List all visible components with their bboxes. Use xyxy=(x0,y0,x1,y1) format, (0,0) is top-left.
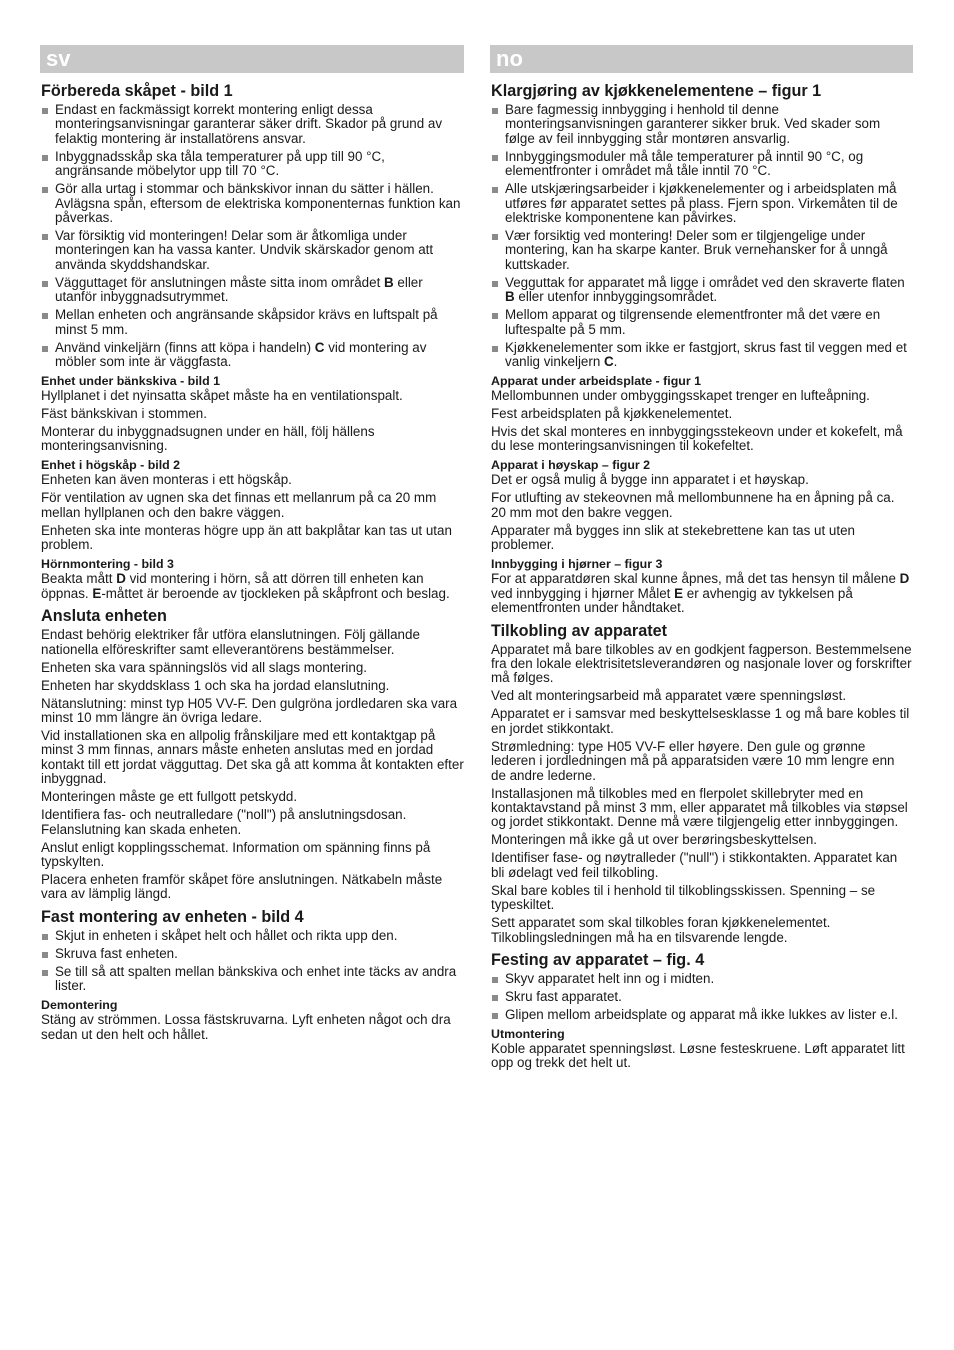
list-item xyxy=(491,182,913,225)
bullet-list xyxy=(41,929,464,994)
paragraph: Koble apparatet spenningsløst. Løsne festeskruene. Løft apparatet litt opp og trekk det helt ut. xyxy=(491,1040,905,1071)
square-bullet-icon xyxy=(42,187,48,193)
square-bullet-icon xyxy=(492,108,498,114)
list-item-text: Glipen mellom arbeidsplate og apparat må ikke lukkes av lister e.l. xyxy=(505,1006,898,1022)
subsection-heading: Apparat i høyskap – figur 2 xyxy=(491,458,651,473)
section-heading: Festing av apparatet – fig. 4 xyxy=(491,950,705,969)
subsection-heading: Hörnmontering - bild 3 xyxy=(41,557,174,572)
list-item-text: Inbyggnadsskåp ska tåla temperaturer på upp till 90 °C, angränsande möbelytor upp till 70 °C. xyxy=(55,148,385,179)
paragraph: Apparater må bygges inn slik at stekebrettene kan tas ut uten problemer. xyxy=(491,522,855,553)
bold-reference: C xyxy=(314,339,325,355)
square-bullet-icon xyxy=(42,234,48,240)
paragraph: Sett apparatet som skal tilkobles foran kjøkkenelementet. Tilkoblingsledningen må ha en tilsvarende lengde. xyxy=(491,915,831,945)
list-item-text: Vägguttaget för anslutningen måste sitta inom området B eller utanför inbyggnadsutrymmet. xyxy=(55,274,423,305)
language-header-bar xyxy=(490,45,913,73)
paragraph: Apparatet må bare tilkobles av en godkjent fagperson. Bestemmelsene fra den lokale elektrisitetsleverandøren og nasjonale lover og forskrifter må følges. xyxy=(491,641,912,686)
bold-reference: B xyxy=(384,274,394,290)
list-item-text: Var försiktig vid monteringen! Delar som är åtkomliga under monteringen kan ha vassa kanter. Undvik skärskador genom att använda skyddshandskar. xyxy=(55,228,434,272)
list-item xyxy=(41,341,464,370)
paragraph: Ved alt monteringsarbeid må apparatet være spenningsløst. xyxy=(491,688,847,704)
paragraph: For utlufting av stekeovnen må mellombunnene ha en åpning på ca. 20 mm mot den bakre veggen. xyxy=(491,490,895,520)
bold-reference: D xyxy=(116,571,126,587)
paragraph: Nätanslutning: minst typ H05 VV-F. Den gulgröna jordledaren ska vara minst 10 mm längre än övriga ledare. xyxy=(41,695,458,725)
list-item xyxy=(41,276,464,305)
section-heading: Fast montering av enheten - bild 4 xyxy=(41,907,304,926)
section-heading: Ansluta enheten xyxy=(41,607,167,626)
bold-reference: D xyxy=(899,571,910,587)
list-item xyxy=(41,929,464,943)
paragraph: Apparatet er i samsvar med beskyttelsesklasse 1 og må bare kobles til en jordet stikkontakt. xyxy=(491,706,910,736)
paragraph: Hvis det skal monteres en innbyggingsstekeovn under et kokefelt, må du lese monteringsanvisningen til kokefeltet. xyxy=(491,424,903,454)
list-item-text: Skyv apparatet helt inn og i midten. xyxy=(505,970,715,986)
square-bullet-icon xyxy=(42,313,48,319)
bold-reference: B xyxy=(505,289,515,305)
bullet-list xyxy=(491,103,913,369)
square-bullet-icon xyxy=(492,1013,498,1019)
list-item-text: Skru fast apparatet. xyxy=(505,988,622,1004)
section-heading: Klargjøring av kjøkkenelementene – figur 1 xyxy=(491,82,822,100)
list-item xyxy=(491,308,913,337)
paragraph: Monteringen måste ge ett fullgott petskydd. xyxy=(41,789,298,805)
list-item-text: Kjøkkenelementer som ikke er fastgjort, skrus fast til veggen med et vanlig vinkeljern C. xyxy=(505,339,907,370)
list-item-text: Mellom apparat og tilgrensende elementfronter må det være en luftespalte på 5 mm. xyxy=(505,307,881,337)
paragraph: For at apparatdøren skal kunne åpnes, må det tas hensyn til målene D ved innbygging i hjørner Målet E er avhengig av tykkelsen på elementfronten under håndtaket. xyxy=(491,571,910,616)
subsection-heading: Apparat under arbeidsplate - figur 1 xyxy=(491,374,701,389)
list-item-text: Mellan enheten och angränsande skåpsidor krävs en luftspalt på minst 5 mm. xyxy=(55,307,438,337)
list-item xyxy=(491,229,913,272)
list-item xyxy=(41,229,464,272)
list-item-text: Vær forsiktig ved montering! Deler som er tilgjengelige under montering, kan ha skarpe kanter. Bruk vernehansker for å unngå kuttskader. xyxy=(505,228,888,272)
paragraph: Identifiera fas- och neutralledare ("noll") på anslutningsdosan. Felanslutning kan skada enheten. xyxy=(41,807,407,837)
square-bullet-icon xyxy=(42,970,48,976)
column-norwegian xyxy=(491,45,913,1074)
list-item xyxy=(41,947,464,961)
square-bullet-icon xyxy=(492,155,498,161)
list-item-text: Skruva fast enheten. xyxy=(55,945,178,961)
paragraph: Beakta mått D vid montering i hörn, så att dörren till enheten kan öppnas. E-måttet är beroende av tjockleken på skåpfront och beslag. xyxy=(41,571,450,601)
list-item-text: Se till så att spalten mellan bänkskiva och enhet inte täcks av andra lister. xyxy=(55,963,457,994)
list-item xyxy=(41,965,464,994)
square-bullet-icon xyxy=(492,346,498,352)
paragraph: Stäng av strömmen. Lossa fästskruvarna. Lyft enheten något och dra sedan ut den helt och hållet. xyxy=(41,1012,451,1042)
norwegian-content xyxy=(491,81,913,1071)
subsection-heading: Innbygging i hjørner – figur 3 xyxy=(491,557,663,572)
list-item xyxy=(491,150,913,179)
square-bullet-icon xyxy=(492,234,498,240)
square-bullet-icon xyxy=(42,346,48,352)
square-bullet-icon xyxy=(492,995,498,1001)
section-heading: Förbereda skåpet - bild 1 xyxy=(41,82,233,100)
list-item xyxy=(491,276,913,305)
paragraph: Placera enheten framför skåpet före anslutningen. Nätkabeln måste vara av lämplig längd. xyxy=(41,871,443,902)
square-bullet-icon xyxy=(492,313,498,319)
list-item xyxy=(491,990,913,1004)
paragraph: Fest arbeidsplaten på kjøkkenelementet. xyxy=(491,406,733,422)
list-item xyxy=(491,972,913,986)
bullet-list xyxy=(41,103,464,369)
list-item-text: Innbyggingsmoduler må tåle temperaturer på inntil 90 °C, og elementfronter i området må tåle inntil 70 °C. xyxy=(505,148,864,179)
square-bullet-icon xyxy=(492,281,498,287)
bullet-list xyxy=(491,972,913,1022)
subsection-heading: Utmontering xyxy=(491,1026,565,1041)
list-item xyxy=(41,308,464,337)
paragraph: Installasjonen må tilkobles med en flerpolet skillebryter med en kontaktavstand på minst 3 mm, eller apparatet må tilkobles via støpsel og jordet stikkontakt. Denne må være tilgjengelig etter innbyggingen. xyxy=(491,785,908,830)
paragraph: Det er også mulig å bygge inn apparatet i et høyskap. xyxy=(491,472,809,488)
list-item xyxy=(491,103,913,146)
language-code: no xyxy=(496,46,523,71)
list-item-text: Skjut in enheten i skåpet helt och hållet och rikta upp den. xyxy=(55,927,398,943)
column-swedish xyxy=(41,45,464,1046)
square-bullet-icon xyxy=(42,108,48,114)
paragraph: Anslut enligt kopplingsschemat. Information om spänning finns på typskylten. xyxy=(41,839,431,869)
list-item-text: Använd vinkeljärn (finns att köpa i handeln) C vid montering av möbler som inte är väggfasta. xyxy=(55,339,427,370)
list-item xyxy=(491,1008,913,1022)
paragraph: Monterar du inbyggnadsugnen under en häll, följ hällens monteringsanvisning. xyxy=(41,424,375,454)
paragraph: Mellombunnen under ombyggingsskapet trenger en lufteåpning. xyxy=(491,388,870,404)
paragraph: Skal bare kobles til i henhold til tilkoblingsskissen. Spenning – se typeskiltet. xyxy=(491,882,876,913)
paragraph: Fäst bänkskivan i stommen. xyxy=(41,406,207,422)
list-item xyxy=(41,150,464,179)
paragraph: Hyllplanet i det nyinsatta skåpet måste ha en ventilationspalt. xyxy=(41,388,403,404)
paragraph: För ventilation av ugnen ska det finnas ett mellanrum på ca 20 mm mellan hyllplanen och den bakre väggen. xyxy=(41,490,437,520)
list-item-text: Bare fagmessig innbygging i henhold til denne monteringsanvisningen garanterer sikker bruk. Ved skader som følge av feil innbygging står montøren ansvarlig. xyxy=(505,102,881,146)
square-bullet-icon xyxy=(42,952,48,958)
list-item xyxy=(491,341,913,370)
square-bullet-icon xyxy=(42,155,48,161)
subsection-heading: Enhet under bänkskiva - bild 1 xyxy=(41,374,221,389)
language-header-bar xyxy=(40,45,464,73)
square-bullet-icon xyxy=(492,977,498,983)
list-item-text: Alle utskjæringsarbeider i kjøkkenelementer og i arbeidsplaten må utføres før apparatet settes på plass. Fjern spon. Virkemåten til de elektriske komponentene kan påvirkes. xyxy=(505,181,898,226)
bold-reference: E xyxy=(674,585,684,601)
swedish-content xyxy=(41,81,464,1042)
language-code: sv xyxy=(46,46,71,71)
paragraph: Monteringen må ikke gå ut over berøringsbeskyttelsen. xyxy=(491,832,817,848)
paragraph: Strømledning: type H05 VV-F eller høyere. Den gule og grønne lederen i jordledningen må på apparatsiden være 10 mm lengre enn de andre lederne. xyxy=(491,738,895,783)
list-item-text: Vegguttak for apparatet må ligge i området ved den skraverte flaten B eller utenfor innbyggingsområdet. xyxy=(505,274,905,305)
paragraph: Enheten har skyddsklass 1 och ska ha jordad elanslutning. xyxy=(41,677,390,693)
paragraph: Enheten ska inte monteras högre upp än att bakplåtar kan tas ut utan problem. xyxy=(41,522,452,553)
square-bullet-icon xyxy=(42,934,48,940)
bold-reference: E xyxy=(92,585,102,601)
bold-reference: C xyxy=(604,354,614,370)
paragraph: Vid installationen ska en allpolig frånskiljare med ett kontaktgap på minst 3 mm finnas, annars måste enheten anslutas med en jordad kontakt till ett jordat vägguttag. Det ska gå att komma åt kontakten efter inbyggnad. xyxy=(41,727,464,787)
paragraph: Endast behörig elektriker får utföra elanslutningen. Följ gällande nationella elföreskrifter samt elleverantörens bestämmelser. xyxy=(41,627,420,657)
paragraph: Identifiser fase- og nøytralleder ("null") i stikkontakten. Apparatet kan bli ødelagt ved feil tilkobling. xyxy=(491,850,898,880)
subsection-heading: Demontering xyxy=(41,998,118,1013)
square-bullet-icon xyxy=(492,187,498,193)
paragraph: Enheten kan även monteras i ett högskåp. xyxy=(41,472,292,488)
section-heading: Tilkobling av apparatet xyxy=(491,621,668,640)
list-item-text: Endast en fackmässigt korrekt montering enligt dessa monteringsanvisningar garanterar säker drift. Skador på grund av felaktig montering är installatörens ansvar. xyxy=(55,102,443,146)
subsection-heading: Enhet i högskåp - bild 2 xyxy=(41,458,181,473)
list-item xyxy=(41,103,464,146)
square-bullet-icon xyxy=(42,281,48,287)
paragraph: Enheten ska vara spänningslös vid all slags montering. xyxy=(41,659,368,675)
list-item-text: Gör alla urtag i stommar och bänkskivor innan du sätter i hällen. Avlägsna spån, eftersom de elektriska komponenternas funktion kan påverkas. xyxy=(55,181,461,226)
list-item xyxy=(41,182,464,225)
